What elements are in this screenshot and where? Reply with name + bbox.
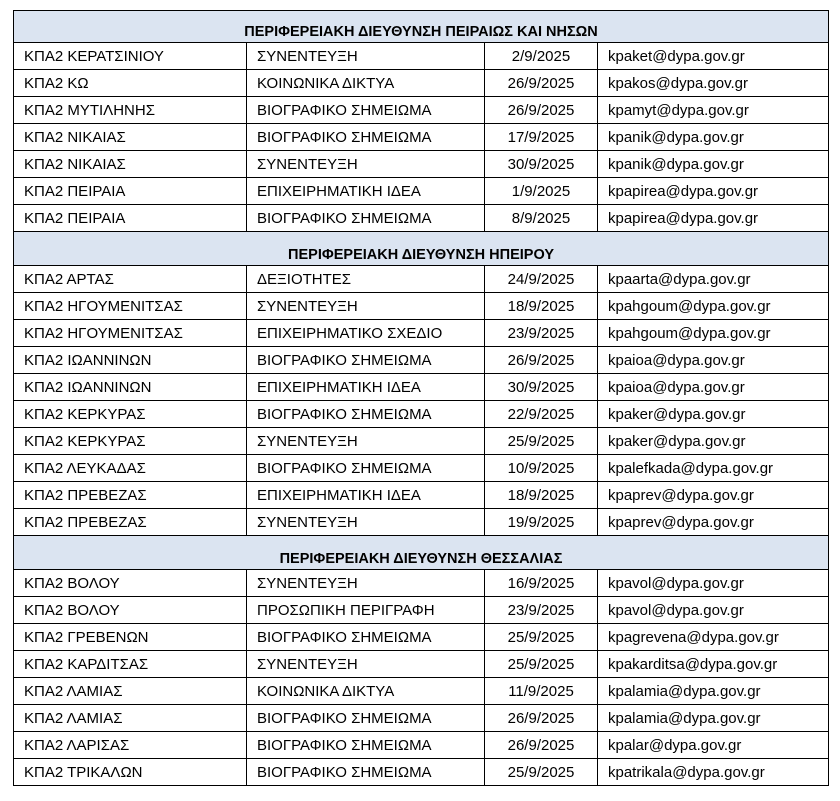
office-cell: ΚΠΑ2 ΒΟΛΟΥ <box>14 570 247 597</box>
topic-cell: ΣΥΝΕΝΤΕΥΞΗ <box>247 151 485 178</box>
office-cell: ΚΠΑ2 ΙΩΑΝΝΙΝΩΝ <box>14 374 247 401</box>
date-cell: 18/9/2025 <box>485 293 598 320</box>
table-row <box>14 732 829 759</box>
table-row <box>14 759 829 786</box>
office-cell: ΚΠΑ2 ΗΓΟΥΜΕΝΙΤΣΑΣ <box>14 320 247 347</box>
topic-cell: ΣΥΝΕΝΤΕΥΞΗ <box>247 651 485 678</box>
office-cell: ΚΠΑ2 ΚΕΡΚΥΡΑΣ <box>14 401 247 428</box>
table-row <box>14 509 829 536</box>
email-cell: kpahgoum@dypa.gov.gr <box>598 293 829 320</box>
schedule-table <box>13 10 829 786</box>
office-cell: ΚΠΑ2 ΝΙΚΑΙΑΣ <box>14 124 247 151</box>
office-cell: ΚΠΑ2 ΚΑΡΔΙΤΣΑΣ <box>14 651 247 678</box>
date-cell: 23/9/2025 <box>485 597 598 624</box>
table-row <box>14 293 829 320</box>
email-cell: kpavol@dypa.gov.gr <box>598 597 829 624</box>
email-cell: kpaioa@dypa.gov.gr <box>598 347 829 374</box>
date-cell: 25/9/2025 <box>485 651 598 678</box>
office-cell: ΚΠΑ2 ΠΕΙΡΑΙΑ <box>14 205 247 232</box>
date-cell: 22/9/2025 <box>485 401 598 428</box>
topic-cell: ΠΡΟΣΩΠΙΚΗ ΠΕΡΙΓΡΑΦΗ <box>247 597 485 624</box>
topic-cell: ΒΙΟΓΡΑΦΙΚΟ ΣΗΜΕΙΩΜΑ <box>247 401 485 428</box>
topic-cell: ΕΠΙΧΕΙΡΗΜΑΤΙΚΟ ΣΧΕΔΙΟ <box>247 320 485 347</box>
topic-cell: ΣΥΝΕΝΤΕΥΞΗ <box>247 293 485 320</box>
topic-cell: ΒΙΟΓΡΑΦΙΚΟ ΣΗΜΕΙΩΜΑ <box>247 205 485 232</box>
topic-cell: ΒΙΟΓΡΑΦΙΚΟ ΣΗΜΕΙΩΜΑ <box>247 97 485 124</box>
email-cell: kpaioa@dypa.gov.gr <box>598 374 829 401</box>
email-cell: kpaarta@dypa.gov.gr <box>598 266 829 293</box>
office-cell: ΚΠΑ2 ΠΡΕΒΕΖΑΣ <box>14 482 247 509</box>
office-cell: ΚΠΑ2 ΠΡΕΒΕΖΑΣ <box>14 509 247 536</box>
office-cell: ΚΠΑ2 ΛΑΜΙΑΣ <box>14 705 247 732</box>
topic-cell: ΕΠΙΧΕΙΡΗΜΑΤΙΚΗ ΙΔΕΑ <box>247 374 485 401</box>
table-row <box>14 401 829 428</box>
topic-cell: ΕΠΙΧΕΙΡΗΜΑΤΙΚΗ ΙΔΕΑ <box>247 178 485 205</box>
email-cell: kpaker@dypa.gov.gr <box>598 428 829 455</box>
date-cell: 10/9/2025 <box>485 455 598 482</box>
table-row <box>14 124 829 151</box>
email-cell: kpanik@dypa.gov.gr <box>598 124 829 151</box>
table-row <box>14 320 829 347</box>
email-cell: kpakarditsa@dypa.gov.gr <box>598 651 829 678</box>
schedule-table-container <box>13 10 828 786</box>
topic-cell: ΚΟΙΝΩΝΙΚΑ ΔΙΚΤΥΑ <box>247 70 485 97</box>
email-cell: kpaprev@dypa.gov.gr <box>598 482 829 509</box>
table-row <box>14 151 829 178</box>
table-row <box>14 178 829 205</box>
table-row <box>14 570 829 597</box>
section-title: ΠΕΡΙΦΕΡΕΙΑΚΗ ΔΙΕΥΘΥΝΣΗ ΘΕΣΣΑΛΙΑΣ <box>14 536 829 570</box>
email-cell: kpapirea@dypa.gov.gr <box>598 178 829 205</box>
table-row <box>14 624 829 651</box>
email-cell: kpalefkada@dypa.gov.gr <box>598 455 829 482</box>
date-cell: 18/9/2025 <box>485 482 598 509</box>
date-cell: 30/9/2025 <box>485 374 598 401</box>
email-cell: kpagrevena@dypa.gov.gr <box>598 624 829 651</box>
table-row <box>14 482 829 509</box>
office-cell: ΚΠΑ2 ΜΥΤΙΛΗΝΗΣ <box>14 97 247 124</box>
email-cell: kpaprev@dypa.gov.gr <box>598 509 829 536</box>
date-cell: 26/9/2025 <box>485 97 598 124</box>
topic-cell: ΒΙΟΓΡΑΦΙΚΟ ΣΗΜΕΙΩΜΑ <box>247 124 485 151</box>
section-header-row <box>14 232 829 266</box>
section-title: ΠΕΡΙΦΕΡΕΙΑΚΗ ΔΙΕΥΘΥΝΣΗ ΠΕΙΡΑΙΩΣ ΚΑΙ ΝΗΣΩΝ <box>14 11 829 43</box>
email-cell: kpahgoum@dypa.gov.gr <box>598 320 829 347</box>
date-cell: 26/9/2025 <box>485 732 598 759</box>
table-row <box>14 428 829 455</box>
email-cell: kpakos@dypa.gov.gr <box>598 70 829 97</box>
topic-cell: ΒΙΟΓΡΑΦΙΚΟ ΣΗΜΕΙΩΜΑ <box>247 705 485 732</box>
office-cell: ΚΠΑ2 ΠΕΙΡΑΙΑ <box>14 178 247 205</box>
email-cell: kpalamia@dypa.gov.gr <box>598 705 829 732</box>
office-cell: ΚΠΑ2 ΙΩΑΝΝΙΝΩΝ <box>14 347 247 374</box>
topic-cell: ΚΟΙΝΩΝΙΚΑ ΔΙΚΤΥΑ <box>247 678 485 705</box>
office-cell: ΚΠΑ2 ΛΑΡΙΣΑΣ <box>14 732 247 759</box>
email-cell: kpatrikala@dypa.gov.gr <box>598 759 829 786</box>
office-cell: ΚΠΑ2 ΗΓΟΥΜΕΝΙΤΣΑΣ <box>14 293 247 320</box>
table-row <box>14 705 829 732</box>
date-cell: 1/9/2025 <box>485 178 598 205</box>
office-cell: ΚΠΑ2 ΚΕΡΑΤΣΙΝΙΟΥ <box>14 43 247 70</box>
office-cell: ΚΠΑ2 ΓΡΕΒΕΝΩΝ <box>14 624 247 651</box>
topic-cell: ΒΙΟΓΡΑΦΙΚΟ ΣΗΜΕΙΩΜΑ <box>247 347 485 374</box>
email-cell: kpaket@dypa.gov.gr <box>598 43 829 70</box>
section-header-row <box>14 536 829 570</box>
date-cell: 30/9/2025 <box>485 151 598 178</box>
table-row <box>14 597 829 624</box>
date-cell: 19/9/2025 <box>485 509 598 536</box>
office-cell: ΚΠΑ2 ΒΟΛΟΥ <box>14 597 247 624</box>
email-cell: kpalamia@dypa.gov.gr <box>598 678 829 705</box>
office-cell: ΚΠΑ2 ΑΡΤΑΣ <box>14 266 247 293</box>
topic-cell: ΕΠΙΧΕΙΡΗΜΑΤΙΚΗ ΙΔΕΑ <box>247 482 485 509</box>
date-cell: 8/9/2025 <box>485 205 598 232</box>
table-row <box>14 97 829 124</box>
date-cell: 17/9/2025 <box>485 124 598 151</box>
topic-cell: ΣΥΝΕΝΤΕΥΞΗ <box>247 428 485 455</box>
email-cell: kpamyt@dypa.gov.gr <box>598 97 829 124</box>
table-row <box>14 70 829 97</box>
date-cell: 25/9/2025 <box>485 759 598 786</box>
table-row <box>14 374 829 401</box>
office-cell: ΚΠΑ2 ΛΕΥΚΑΔΑΣ <box>14 455 247 482</box>
email-cell: kpalar@dypa.gov.gr <box>598 732 829 759</box>
topic-cell: ΒΙΟΓΡΑΦΙΚΟ ΣΗΜΕΙΩΜΑ <box>247 624 485 651</box>
office-cell: ΚΠΑ2 ΤΡΙΚΑΛΩΝ <box>14 759 247 786</box>
section-header-row <box>14 11 829 43</box>
table-row <box>14 347 829 374</box>
topic-cell: ΒΙΟΓΡΑΦΙΚΟ ΣΗΜΕΙΩΜΑ <box>247 759 485 786</box>
table-row <box>14 266 829 293</box>
topic-cell: ΣΥΝΕΝΤΕΥΞΗ <box>247 570 485 597</box>
date-cell: 23/9/2025 <box>485 320 598 347</box>
email-cell: kpanik@dypa.gov.gr <box>598 151 829 178</box>
date-cell: 26/9/2025 <box>485 705 598 732</box>
date-cell: 26/9/2025 <box>485 70 598 97</box>
table-row <box>14 651 829 678</box>
email-cell: kpaker@dypa.gov.gr <box>598 401 829 428</box>
date-cell: 26/9/2025 <box>485 347 598 374</box>
section-title: ΠΕΡΙΦΕΡΕΙΑΚΗ ΔΙΕΥΘΥΝΣΗ ΗΠΕΙΡΟΥ <box>14 232 829 266</box>
topic-cell: ΒΙΟΓΡΑΦΙΚΟ ΣΗΜΕΙΩΜΑ <box>247 732 485 759</box>
topic-cell: ΒΙΟΓΡΑΦΙΚΟ ΣΗΜΕΙΩΜΑ <box>247 455 485 482</box>
date-cell: 25/9/2025 <box>485 624 598 651</box>
table-row <box>14 205 829 232</box>
date-cell: 2/9/2025 <box>485 43 598 70</box>
topic-cell: ΣΥΝΕΝΤΕΥΞΗ <box>247 43 485 70</box>
email-cell: kpapirea@dypa.gov.gr <box>598 205 829 232</box>
topic-cell: ΣΥΝΕΝΤΕΥΞΗ <box>247 509 485 536</box>
topic-cell: ΔΕΞΙΟΤΗΤΕΣ <box>247 266 485 293</box>
table-row <box>14 43 829 70</box>
office-cell: ΚΠΑ2 ΚΩ <box>14 70 247 97</box>
email-cell: kpavol@dypa.gov.gr <box>598 570 829 597</box>
date-cell: 11/9/2025 <box>485 678 598 705</box>
office-cell: ΚΠΑ2 ΚΕΡΚΥΡΑΣ <box>14 428 247 455</box>
date-cell: 25/9/2025 <box>485 428 598 455</box>
schedule-table-body <box>14 11 829 786</box>
office-cell: ΚΠΑ2 ΛΑΜΙΑΣ <box>14 678 247 705</box>
office-cell: ΚΠΑ2 ΝΙΚΑΙΑΣ <box>14 151 247 178</box>
table-row <box>14 678 829 705</box>
table-row <box>14 455 829 482</box>
date-cell: 16/9/2025 <box>485 570 598 597</box>
date-cell: 24/9/2025 <box>485 266 598 293</box>
